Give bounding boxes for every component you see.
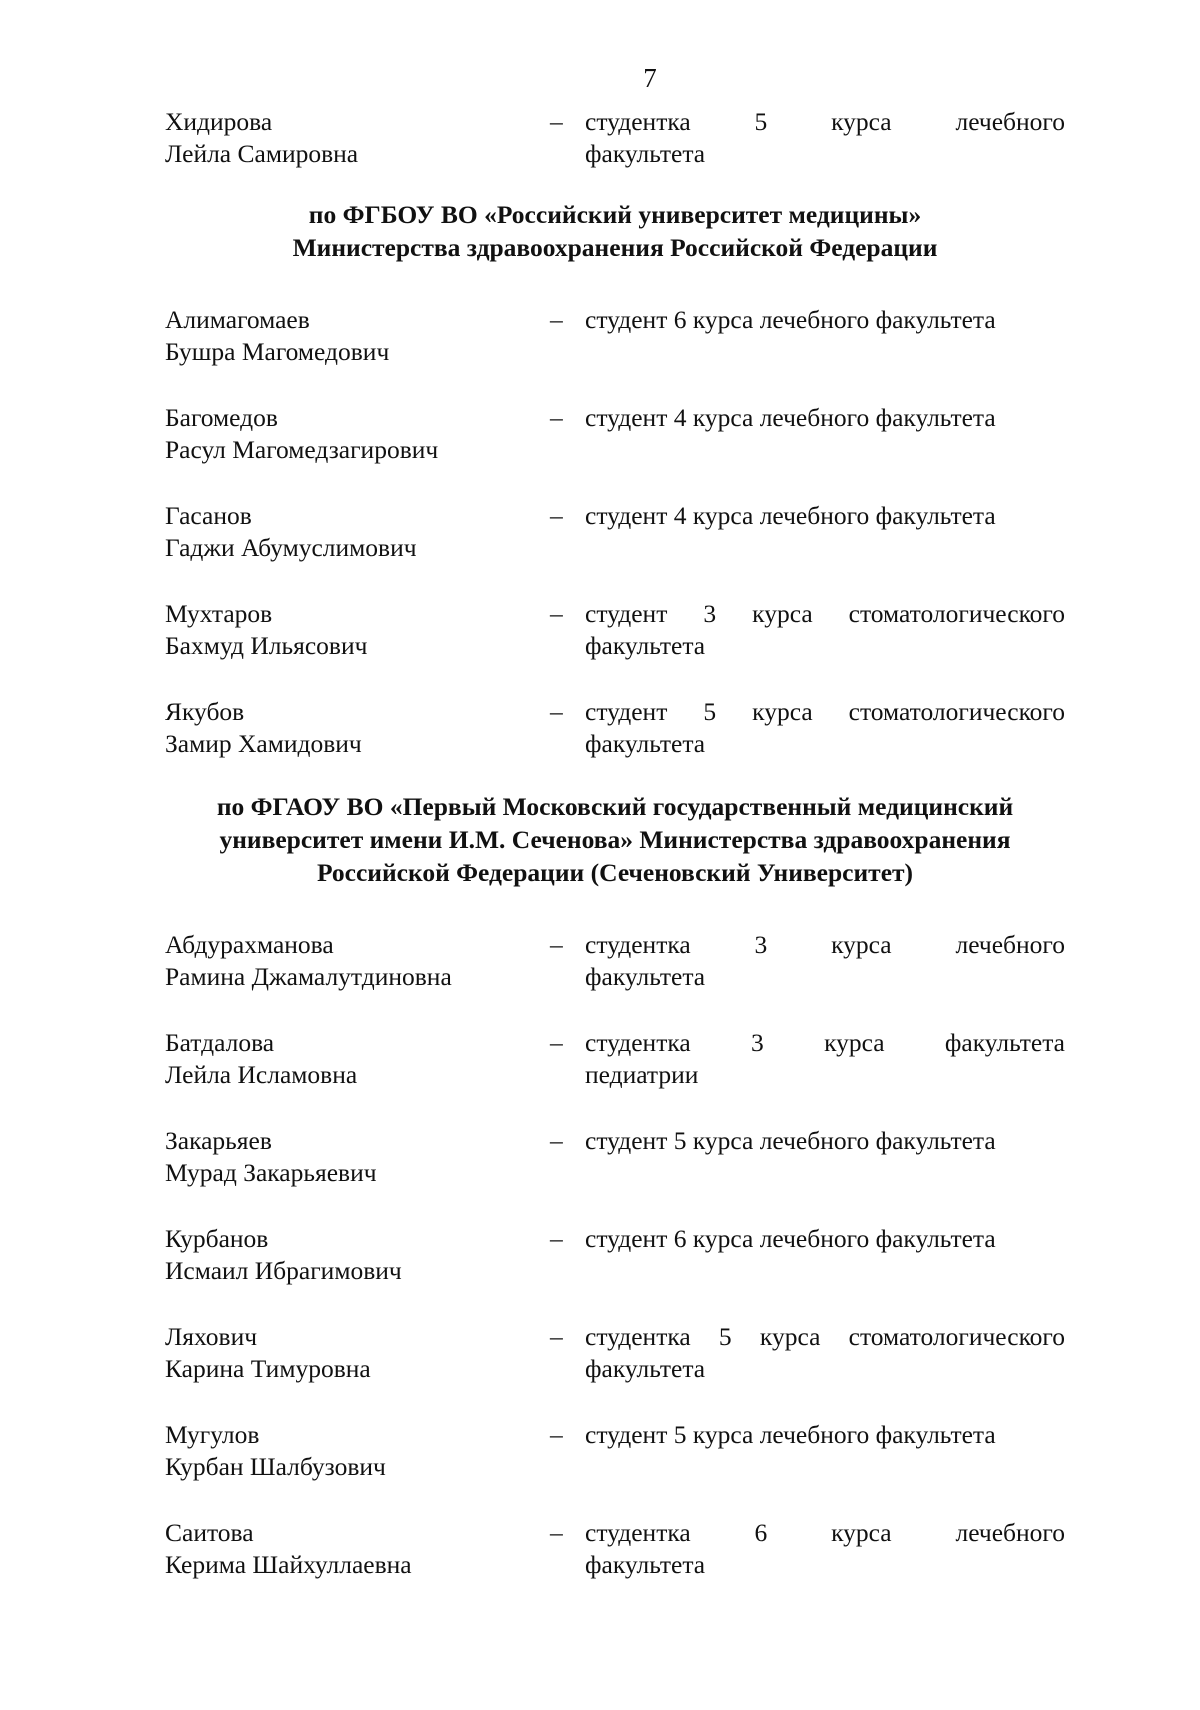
person-name (165, 696, 550, 760)
given-names: Гаджи Абумуслимович (165, 533, 417, 562)
description-line-2: факультета (585, 729, 706, 758)
description-line-2: факультета (585, 1354, 706, 1383)
given-names: Лейла Самировна (165, 139, 359, 168)
page-number: 7 (643, 63, 657, 93)
description-line-2: педиатрии (585, 1060, 699, 1089)
description-line-1: студентка 3 курса лечебного (585, 930, 1065, 959)
surname: Багомедов (165, 403, 278, 432)
description-line-2: факультета (585, 139, 706, 168)
description (585, 1125, 1065, 1189)
description (585, 1321, 1065, 1385)
given-names: Замир Хамидович (165, 729, 362, 758)
entry-group (165, 304, 1065, 760)
person-entry (165, 929, 1065, 993)
surname: Алимагомаев (165, 305, 310, 334)
person-entry (165, 304, 1065, 368)
given-names: Мурад Закарьяевич (165, 1158, 377, 1187)
person-name (165, 1125, 550, 1189)
surname: Батдалова (165, 1028, 275, 1057)
person-entry (165, 1223, 1065, 1287)
person-name (165, 1517, 550, 1581)
person-entry (165, 1517, 1065, 1581)
dash: – (550, 305, 563, 334)
description (585, 929, 1065, 993)
entry-group (165, 929, 1065, 1581)
given-names: Лейла Исламовна (165, 1060, 358, 1089)
description (585, 1517, 1065, 1581)
dash: – (550, 1224, 563, 1253)
dash: – (550, 403, 563, 432)
description-line-1: студент 4 курса лечебного факультета (585, 403, 996, 432)
dash: – (550, 1518, 563, 1547)
document-body (165, 106, 1065, 1581)
person-entry (165, 696, 1065, 760)
description (585, 1419, 1065, 1483)
surname: Абдурахманова (165, 930, 334, 959)
heading-line: университет имени И.М. Сеченова» Министерства здравоохранения (219, 825, 1011, 854)
person-name (165, 1223, 550, 1287)
given-names: Расул Магомедзагирович (165, 435, 439, 464)
person-name (165, 500, 550, 564)
description-line-1: студент 6 курса лечебного факультета (585, 305, 996, 334)
person-name (165, 106, 550, 170)
person-entry (165, 106, 1065, 170)
person-name (165, 402, 550, 466)
person-entry (165, 598, 1065, 662)
heading-line: Российской Федерации (Сеченовский Университет) (316, 858, 914, 887)
person-entry (165, 1125, 1065, 1189)
heading-line: по ФГАОУ ВО «Первый Московский государственный медицинский (216, 792, 1014, 821)
description (585, 402, 1065, 466)
description-line-2: факультета (585, 631, 706, 660)
person-name (165, 1027, 550, 1091)
dash: – (550, 1126, 563, 1155)
given-names: Бушра Магомедович (165, 337, 390, 366)
description-line-2: факультета (585, 1550, 706, 1579)
dash: – (550, 501, 563, 530)
person-entry (165, 402, 1065, 466)
surname: Саитова (165, 1518, 254, 1547)
description-line-1: студентка 5 курса лечебного (585, 107, 1065, 136)
dash: – (550, 107, 563, 136)
person-name (165, 304, 550, 368)
description-line-1: студентка 6 курса лечебного (585, 1518, 1065, 1547)
entry-group (165, 106, 1065, 170)
given-names: Исмаил Ибрагимович (165, 1256, 402, 1285)
description-line-1: студентка 5 курса стоматологического (585, 1322, 1065, 1351)
description-line-2: факультета (585, 962, 706, 991)
person-name (165, 598, 550, 662)
surname: Курбанов (165, 1224, 269, 1253)
description-line-1: студент 6 курса лечебного факультета (585, 1224, 996, 1253)
dash: – (550, 1420, 563, 1449)
surname: Гасанов (165, 501, 252, 530)
description (585, 696, 1065, 760)
dash: – (550, 697, 563, 726)
surname: Хидирова (165, 107, 273, 136)
description-line-1: студент 3 курса стоматологического (585, 599, 1065, 628)
heading-line: Министерства здравоохранения Российской Федерации (292, 233, 938, 262)
description (585, 500, 1065, 564)
surname: Мухтаров (165, 599, 273, 628)
surname: Мугулов (165, 1420, 260, 1449)
person-entry (165, 1419, 1065, 1483)
description-line-1: студент 5 курса стоматологического (585, 697, 1065, 726)
section-heading (155, 198, 1075, 264)
description-line-1: студентка 3 курса факультета (585, 1028, 1065, 1057)
dash: – (550, 1028, 563, 1057)
description-line-1: студент 5 курса лечебного факультета (585, 1420, 996, 1449)
description (585, 304, 1065, 368)
given-names: Керима Шайхуллаевна (165, 1550, 412, 1579)
description-line-1: студент 4 курса лечебного факультета (585, 501, 996, 530)
dash: – (550, 930, 563, 959)
surname: Ляхович (165, 1322, 258, 1351)
person-entry (165, 1027, 1065, 1091)
description (585, 106, 1065, 170)
person-name (165, 1321, 550, 1385)
section-heading (155, 790, 1075, 889)
person-entry (165, 1321, 1065, 1385)
description (585, 1027, 1065, 1091)
given-names: Рамина Джамалутдиновна (165, 962, 452, 991)
dash: – (550, 1322, 563, 1351)
description (585, 1223, 1065, 1287)
given-names: Бахмуд Ильясович (165, 631, 368, 660)
heading-line: по ФГБОУ ВО «Российский университет медицины» (308, 200, 922, 229)
given-names: Карина Тимуровна (165, 1354, 371, 1383)
person-name (165, 929, 550, 993)
dash: – (550, 599, 563, 628)
description-line-1: студент 5 курса лечебного факультета (585, 1126, 996, 1155)
given-names: Курбан Шалбузович (165, 1452, 386, 1481)
person-name (165, 1419, 550, 1483)
description (585, 598, 1065, 662)
surname: Закарьяев (165, 1126, 272, 1155)
person-entry (165, 500, 1065, 564)
surname: Якубов (165, 697, 245, 726)
